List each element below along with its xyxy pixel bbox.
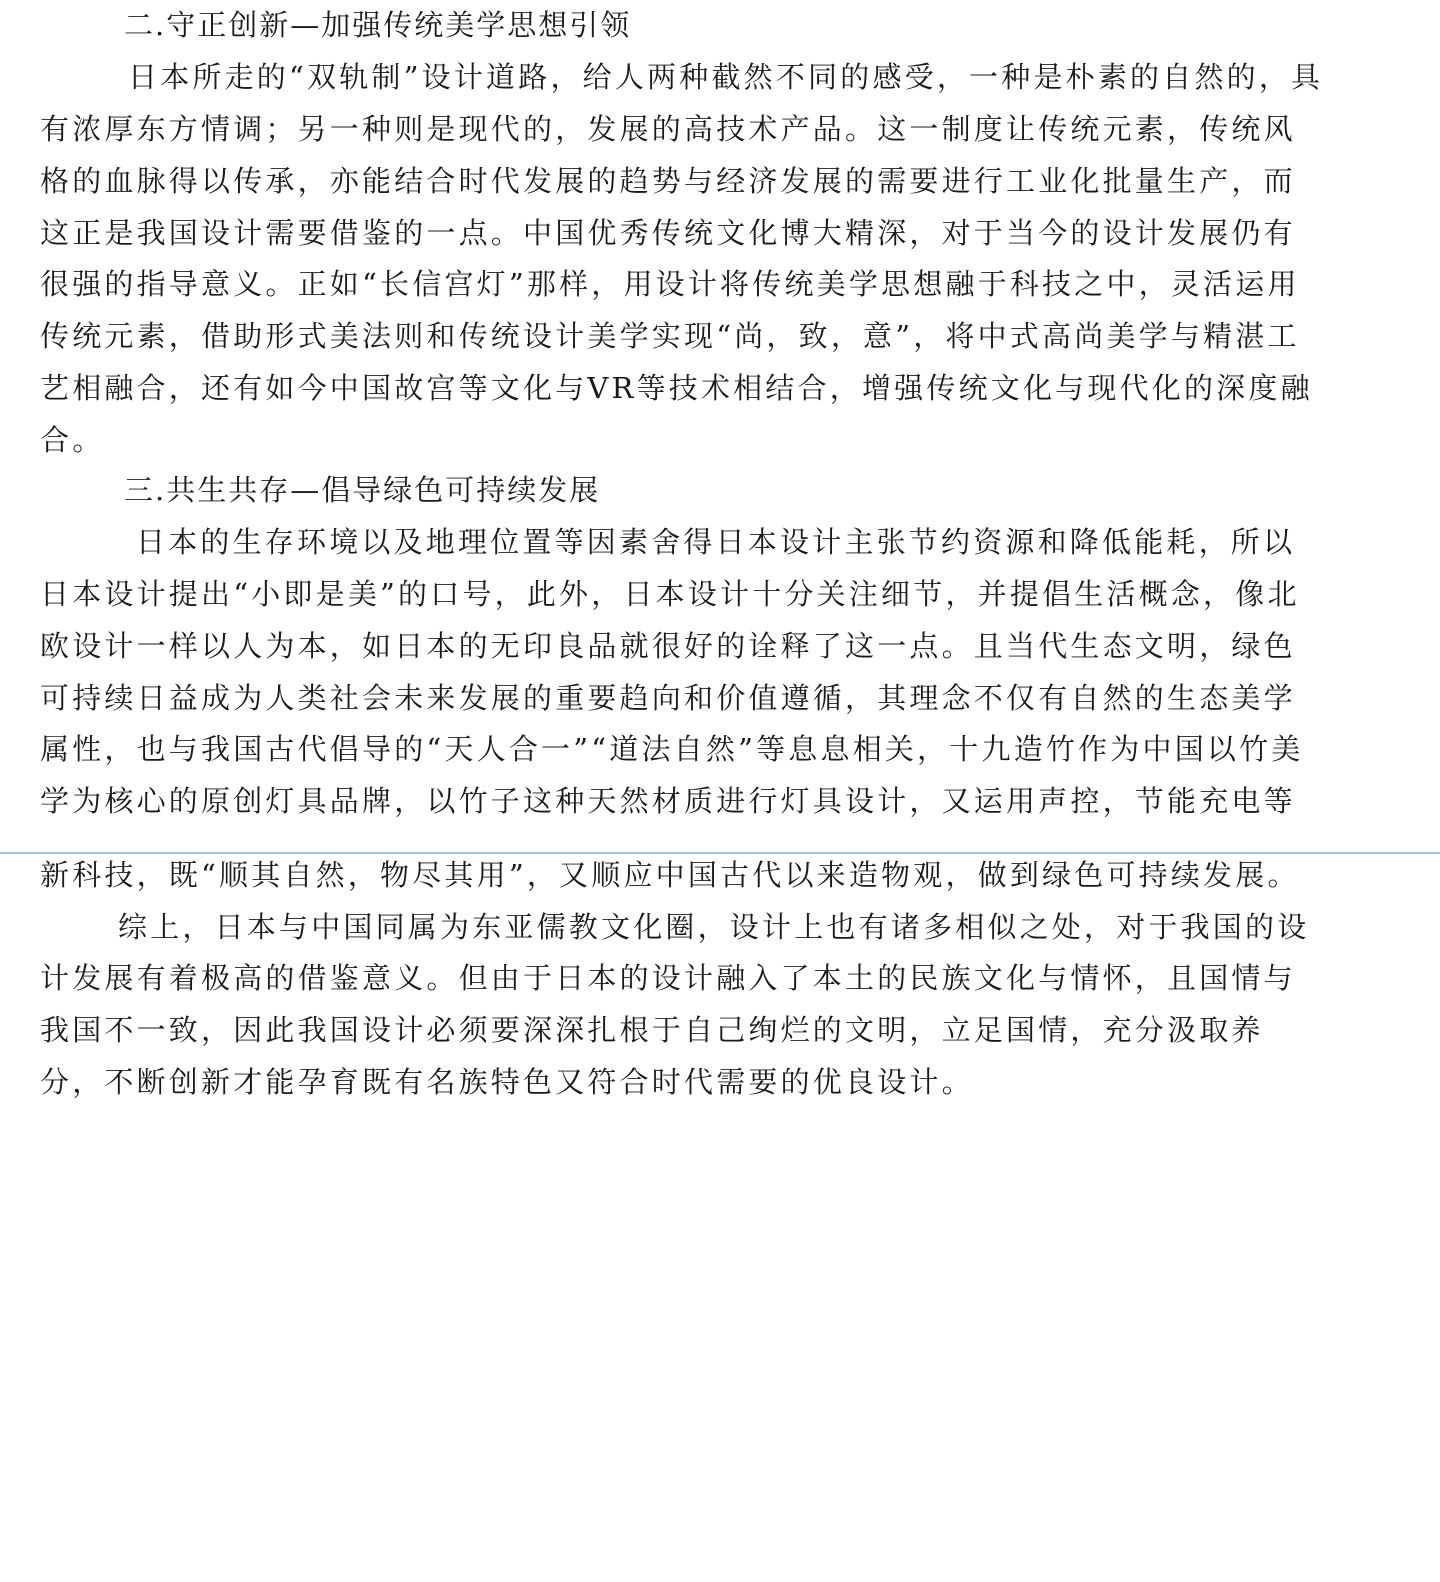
paragraph-line: 综上，日本与中国同属为东亚儒教文化圈，设计上也有诸多相似之处，对于我国的设: [118, 910, 1310, 944]
paragraph-line: 这正是我国设计需要借鉴的一点。中国优秀传统文化博大精深，对于当今的设计发展仍有: [40, 216, 1296, 250]
paragraph-line: 格的血脉得以传承，亦能结合时代发展的趋势与经济发展的需要进行工业化批量生产，而: [40, 164, 1296, 198]
page-break-divider: [0, 852, 1440, 854]
paragraph-line: 新科技，既“顺其自然，物尽其用”，又顺应中国古代以来造物观，做到绿色可持续发展。: [40, 858, 1300, 892]
paragraph-line: 我国不一致，因此我国设计必须要深深扎根于自己绚烂的文明，立足国情，充分汲取养: [40, 1013, 1264, 1047]
paragraph-line: 计发展有着极高的借鉴意义。但由于日本的设计融入了本土的民族文化与情怀，且国情与: [40, 961, 1296, 995]
paragraph-line: 合。: [40, 423, 105, 457]
section-heading-3: 三.共生共存—倡导绿色可持续发展: [124, 473, 601, 507]
paragraph-line: 学为核心的原创灯具品牌，以竹子这种天然材质进行灯具设计，又运用声控，节能充电等: [40, 784, 1296, 818]
paragraph-line: 有浓厚东方情调；另一种则是现代的，发展的高技术产品。这一制度让传统元素，传统风: [40, 112, 1296, 146]
paragraph-line: 传统元素，借助形式美法则和传统设计美学实现“尚，致，意”，将中式高尚美学与精湛工: [40, 319, 1300, 353]
section-heading-2: 二.守正创新—加强传统美学思想引领: [124, 8, 632, 42]
paragraph-line: 欧设计一样以人为本，如日本的无印良品就很好的诠释了这一点。且当代生态文明，绿色: [40, 629, 1296, 663]
paragraph-line: 属性，也与我国古代倡导的“天人合一”“道法自然”等息息相关，十九造竹作为中国以竹美: [40, 732, 1304, 766]
paragraph-line: 可持续日益成为人类社会未来发展的重要趋向和价值遵循，其理念不仅有自然的生态美学: [40, 681, 1296, 715]
paragraph-line: 日本设计提出“小即是美”的口号，此外，日本设计十分关注细节，并提倡生活概念，像北: [40, 577, 1300, 611]
paragraph-line: 日本的生存环境以及地理位置等因素舍得日本设计主张节约资源和降低能耗，所以: [136, 525, 1296, 559]
paragraph-line: 艺相融合，还有如今中国故宫等文化与VR等技术相结合，增强传统文化与现代化的深度融: [40, 371, 1313, 405]
paragraph-line: 分，不断创新才能孕育既有名族特色又符合时代需要的优良设计。: [40, 1065, 974, 1099]
paragraph-line: 日本所走的“双轨制”设计道路，给人两种截然不同的感受，一种是朴素的自然的，具: [128, 60, 1324, 94]
paragraph-line: 很强的指导意义。正如“长信宫灯”那样，用设计将传统美学思想融于科技之中，灵活运用: [40, 267, 1300, 301]
